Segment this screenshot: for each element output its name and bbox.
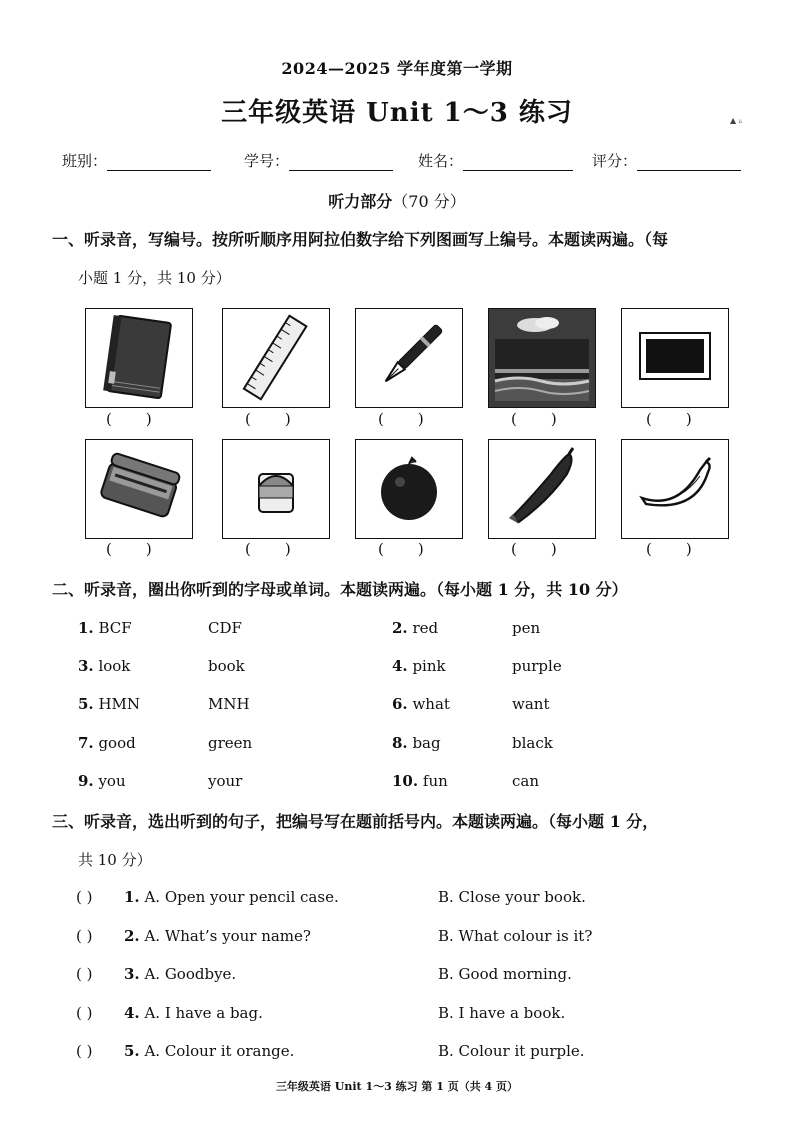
student-number-field xyxy=(244,150,393,171)
page-footer: 三年级英语 Unit 1～3 练习 第 1 页（共 4 页） xyxy=(275,1080,519,1093)
corner-mark: ▲ ᵢᵢ xyxy=(730,116,742,125)
sea-photo-icon xyxy=(489,309,595,407)
answer-bracket[interactable]: ( ) xyxy=(76,927,93,945)
score-field xyxy=(592,150,741,171)
score-label: 评分： xyxy=(592,152,638,170)
section3-instruction: 三、听录音，选出听到的句子，把编号写在题前括号内。本题读两遍。（每小题 1 分， xyxy=(52,812,659,831)
option-a[interactable]: red xyxy=(412,619,439,637)
option-a[interactable]: BCF xyxy=(98,619,132,637)
listening-heading-text: 听力部分 xyxy=(328,192,393,211)
word-choice-4: 4. pink xyxy=(392,657,446,675)
option-a[interactable]: pink xyxy=(412,657,446,675)
word-choice-9: 9. you xyxy=(78,772,126,790)
option-a[interactable]: look xyxy=(98,657,131,675)
option-a: A. What’s your name? xyxy=(144,927,311,945)
option-b[interactable]: purple xyxy=(512,657,562,675)
student-info-row xyxy=(62,150,742,172)
option-a[interactable]: good xyxy=(98,734,136,752)
sentence-choice-4: ( ) 4. A. I have a bag. B. I have a book. xyxy=(76,1004,566,1022)
class-label: 班别： xyxy=(62,152,108,170)
picture-blackboard xyxy=(621,308,729,408)
option-b: B. Good morning. xyxy=(438,965,572,983)
word-choice-1: 1. BCF xyxy=(78,619,132,637)
answer-bracket-10[interactable]: ( ) xyxy=(646,540,692,558)
word-choice-3: 3. look xyxy=(78,657,131,675)
section2-instruction: 二、听录音，圈出你听到的字母或单词。本题读两遍。（每小题 1 分，共 10 分） xyxy=(52,580,628,599)
option-a: A. I have a bag. xyxy=(144,1004,263,1022)
word-choice-2: 2. red xyxy=(392,619,439,637)
section1-instruction-cont: 小题 1 分，共 10 分） xyxy=(78,269,231,287)
word-choice-8: 8. bag xyxy=(392,734,441,752)
option-a[interactable]: HMN xyxy=(98,695,141,713)
pencil-case-icon xyxy=(86,440,192,538)
student-number-blank[interactable] xyxy=(289,154,393,171)
page-title: 三年级英语 Unit 1～3 练习 xyxy=(221,98,573,128)
section3-instruction-cont: 共 10 分） xyxy=(78,851,152,869)
picture-eraser xyxy=(222,439,330,539)
answer-bracket[interactable]: ( ) xyxy=(76,1042,93,1060)
student-number-label: 学号： xyxy=(244,152,290,170)
sentence-choice-1: ( ) 1. A. Open your pencil case. B. Close your book. xyxy=(76,888,586,906)
section1-instruction: 一、听录音，写编号。按所听顺序用阿拉伯数字给下列图画写上编号。本题读两遍。（每 xyxy=(52,230,669,249)
answer-bracket-2[interactable]: ( ) xyxy=(245,410,291,428)
option-a[interactable]: bag xyxy=(412,734,441,752)
option-a: A. Goodbye. xyxy=(144,965,237,983)
sentence-choice-5: ( ) 5. A. Colour it orange. B. Colour it purple. xyxy=(76,1042,585,1060)
picture-orange xyxy=(355,439,463,539)
picture-pencil-case xyxy=(85,439,193,539)
option-b: B. What colour is it? xyxy=(438,927,593,945)
class-field xyxy=(62,150,211,171)
banana-icon xyxy=(622,440,728,538)
answer-bracket-7[interactable]: ( ) xyxy=(245,540,291,558)
option-b: B. I have a book. xyxy=(438,1004,566,1022)
pen-icon xyxy=(356,309,462,407)
score-blank[interactable] xyxy=(637,154,741,171)
picture-notebook xyxy=(85,308,193,408)
option-b[interactable]: black xyxy=(512,734,553,752)
option-b: B. Close your book. xyxy=(438,888,586,906)
picture-banana xyxy=(621,439,729,539)
answer-bracket-4[interactable]: ( ) xyxy=(511,410,557,428)
option-b[interactable]: your xyxy=(208,772,243,790)
word-choice-6: 6. what xyxy=(392,695,450,713)
option-b[interactable]: can xyxy=(512,772,540,790)
name-field xyxy=(418,150,573,171)
sentence-choice-3: ( ) 3. A. Goodbye. B. Good morning. xyxy=(76,965,572,983)
notebook-icon xyxy=(86,309,192,407)
answer-bracket-3[interactable]: ( ) xyxy=(378,410,424,428)
word-choice-7: 7. good xyxy=(78,734,136,752)
option-b: B. Colour it purple. xyxy=(438,1042,585,1060)
picture-ruler xyxy=(222,308,330,408)
option-b[interactable]: CDF xyxy=(208,619,242,637)
name-blank[interactable] xyxy=(463,154,573,171)
picture-pen xyxy=(355,308,463,408)
answer-bracket[interactable]: ( ) xyxy=(76,1004,93,1022)
ruler-icon xyxy=(223,309,329,407)
option-b[interactable]: pen xyxy=(512,619,541,637)
option-b[interactable]: want xyxy=(512,695,550,713)
name-label: 姓名： xyxy=(418,152,464,170)
answer-bracket-8[interactable]: ( ) xyxy=(378,540,424,558)
eggplant-icon xyxy=(489,440,595,538)
class-blank[interactable] xyxy=(107,154,211,171)
option-a[interactable]: you xyxy=(98,772,126,790)
option-a[interactable]: fun xyxy=(422,772,448,790)
answer-bracket-9[interactable]: ( ) xyxy=(511,540,557,558)
option-a: A. Colour it orange. xyxy=(144,1042,295,1060)
option-b[interactable]: MNH xyxy=(208,695,250,713)
option-a: A. Open your pencil case. xyxy=(144,888,339,906)
option-a[interactable]: what xyxy=(412,695,450,713)
picture-sea xyxy=(488,308,596,408)
eraser-icon xyxy=(223,440,329,538)
sentence-choice-2: ( ) 2. A. What’s your name? B. What colour is it? xyxy=(76,927,593,945)
word-choice-10: 10. fun xyxy=(392,772,448,790)
orange-icon xyxy=(356,440,462,538)
answer-bracket-1[interactable]: ( ) xyxy=(106,410,152,428)
picture-eggplant xyxy=(488,439,596,539)
school-year: 2024—2025 学年度第一学期 xyxy=(281,59,513,78)
blackboard-icon xyxy=(622,309,728,407)
answer-bracket-5[interactable]: ( ) xyxy=(646,410,692,428)
listening-heading-score: （70 分） xyxy=(392,192,466,211)
option-b[interactable]: book xyxy=(208,657,245,675)
answer-bracket[interactable]: ( ) xyxy=(76,965,93,983)
listening-section-heading xyxy=(0,189,794,212)
answer-bracket[interactable]: ( ) xyxy=(76,888,93,906)
option-b[interactable]: green xyxy=(208,734,253,752)
answer-bracket-6[interactable]: ( ) xyxy=(106,540,152,558)
word-choice-5: 5. HMN xyxy=(78,695,141,713)
